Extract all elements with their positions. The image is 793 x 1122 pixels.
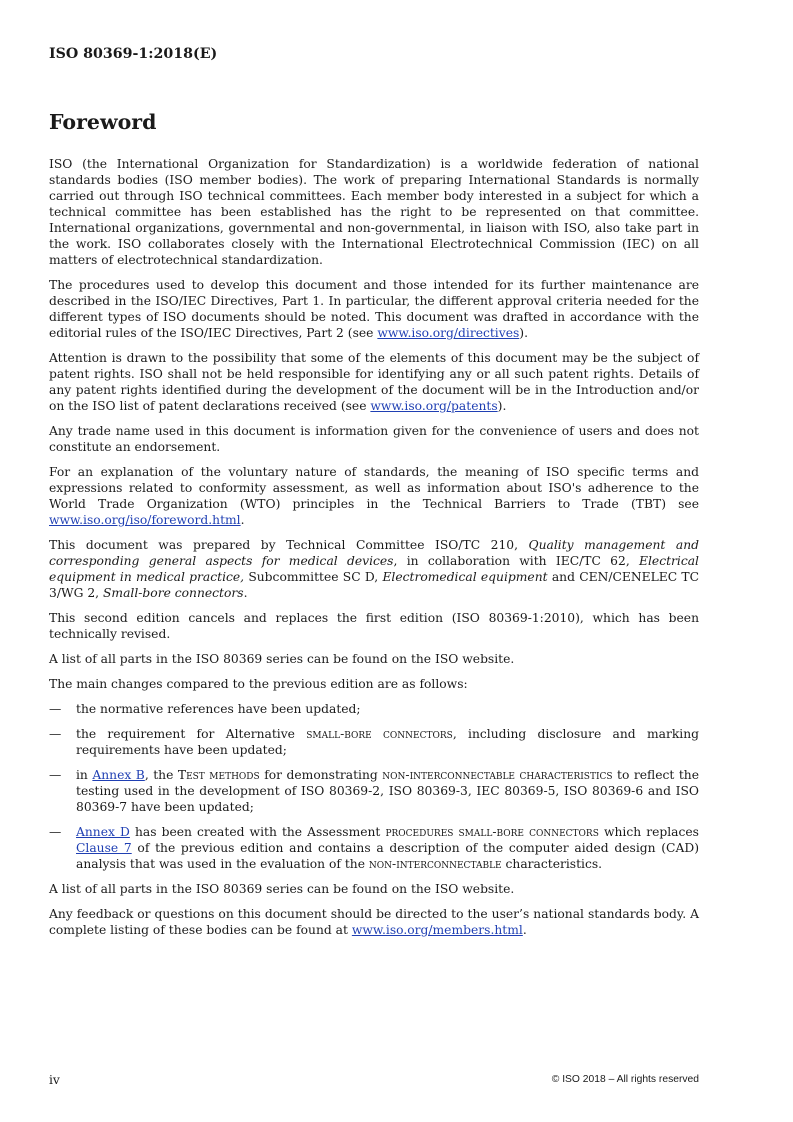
defined-term: small-bore connectors — [306, 727, 453, 741]
defined-term: non-interconnectable characteristics — [382, 768, 613, 782]
annex-d-link[interactable]: Annex D — [76, 825, 130, 839]
paragraph-patents — [49, 350, 699, 414]
foreword-body — [49, 156, 699, 947]
text-run: characteristics. — [501, 857, 603, 871]
text-run: of the previous edition and contains a description of the computer aided design (CAD) analysis that was used in the evaluation of the — [76, 841, 699, 871]
subcommittee-title: Electromedical equipment — [382, 570, 548, 584]
list-item — [49, 726, 699, 758]
page-title: Foreword — [49, 110, 157, 134]
paragraph-text: For an explanation of the voluntary nature of standards, the meaning of ISO specific terms and expressions related to conformity assessment, as well as information about ISO's adherence to the World Trade Organization (WTO) principles in the Technical Barriers to Trade (TBT) see — [49, 465, 699, 511]
paragraph-feedback — [49, 906, 699, 938]
paragraph-trade-name: Any trade name used in this document is information given for the convenience of users and does not constitute an endorsement. — [49, 424, 699, 454]
dash-bullet: — — [49, 768, 62, 782]
paragraph-prepared-by — [49, 537, 699, 601]
page-number: iv — [49, 1073, 60, 1087]
defined-term: procedures small-bore connectors — [385, 825, 599, 839]
paragraph-iso-intro: ISO (the International Organization for Standardization) is a worldwide federation of national standards bodies (ISO member bodies). The work of preparing International Standards is normally carried out through ISO technical committees. Each member body interested in a subject for which a technical committee has been established has the right to be represented on that committee. International organizations, governmental and non-governmental, in liaison with ISO, also take part in the work. ISO collaborates closely with the International Electrotechnical Commission (IEC) on all matters of electrotechnical standardization. — [49, 157, 699, 267]
paragraph-tail: ). — [519, 326, 528, 340]
paragraph-series-list-repeat: A list of all parts in the ISO 80369 series can be found on the ISO website. — [49, 882, 515, 896]
text-run: and CEN/CENELEC TC 3/WG 2, — [49, 570, 700, 600]
text-run: has been created with the Assessment — [129, 825, 386, 839]
text-run: , the T — [144, 768, 187, 782]
dash-bullet: — — [49, 727, 62, 741]
patents-link[interactable]: www.iso.org/patents — [370, 399, 498, 413]
dash-bullet: — — [49, 702, 62, 716]
members-link[interactable]: www.iso.org/members.html — [351, 923, 523, 937]
paragraph-text: Any feedback or questions on this document should be directed to the user’s national standards body. A complete listing of these bodies can be found at — [49, 907, 699, 937]
clause-7-link[interactable]: Clause 7 — [76, 841, 132, 855]
text-run: Subcommittee SC D, — [244, 570, 383, 584]
paragraph-text: The procedures used to develop this document and those intended for its further maintenance are described in the ISO/IEC Directives, Part 1. In particular, the different approval criteria needed for the different types of ISO documents should be noted. This document was drafted in accordance with the editorial rules of the ISO/IEC Directives, Part 2 (see — [49, 278, 699, 340]
directives-link[interactable]: www.iso.org/directives — [377, 326, 520, 340]
paragraph-tail: . — [522, 923, 527, 937]
text-run: for demonstrating — [259, 768, 383, 782]
working-group-title: Small-bore connectors — [102, 586, 244, 600]
text-run: , in collaboration with IEC/TC 62, — [393, 554, 640, 568]
text-run: the requirement for Alternative — [76, 727, 307, 741]
document-id: ISO 80369-1:2018(E) — [49, 46, 218, 62]
text-run: to reflect the testing used in the development of ISO 80369-2, ISO 80369-3, IEC 80369-5, ISO 80369-6 and ISO 80369-7 have been updated; — [76, 768, 699, 814]
paragraph-edition: This second edition cancels and replaces the first edition (ISO 80369-1:2010), which has been technically revised. — [49, 611, 699, 641]
text-run: , including disclosure and marking requirements have been updated; — [76, 727, 700, 757]
defined-term: est methods — [186, 768, 260, 782]
list-item-text: the normative references have been updated; — [76, 702, 361, 716]
text-run: . — [243, 586, 248, 600]
text-run: This document was prepared by Technical Committee ISO/TC 210, — [49, 538, 529, 552]
text-run: in — [76, 768, 93, 782]
dash-bullet: — — [49, 825, 62, 839]
paragraph-text: Attention is drawn to the possibility that some of the elements of this document may be the subject of patent rights. ISO shall not be held responsible for identifying any or all such patent rights. Details of any patent rights identified during the development of the document will be in the Introduction and/or on the ISO list of patent declarations received (see — [49, 351, 699, 413]
paragraph-procedures — [49, 277, 699, 341]
paragraph-series-list: A list of all parts in the ISO 80369 series can be found on the ISO website. — [49, 652, 515, 666]
committee-title: Electrical equipment in medical practice, — [49, 554, 699, 584]
paragraph-tail: ). — [497, 399, 507, 413]
annex-b-link[interactable]: Annex B — [92, 768, 145, 782]
copyright-notice: © ISO 2018 – All rights reserved — [551, 1074, 699, 1085]
paragraph-voluntary-nature — [49, 464, 699, 528]
committee-title: Quality management and corresponding general aspects for medical devices — [49, 538, 699, 568]
list-item — [49, 701, 699, 717]
defined-term: non-interconnectable — [368, 857, 502, 871]
changes-list — [49, 701, 699, 872]
text-run: which replaces — [598, 825, 699, 839]
list-item — [49, 767, 699, 815]
list-item — [49, 824, 699, 872]
paragraph-main-changes: The main changes compared to the previous edition are as follows: — [49, 677, 468, 691]
paragraph-tail: . — [240, 513, 245, 527]
foreword-link[interactable]: www.iso.org/iso/foreword.html — [49, 513, 241, 527]
